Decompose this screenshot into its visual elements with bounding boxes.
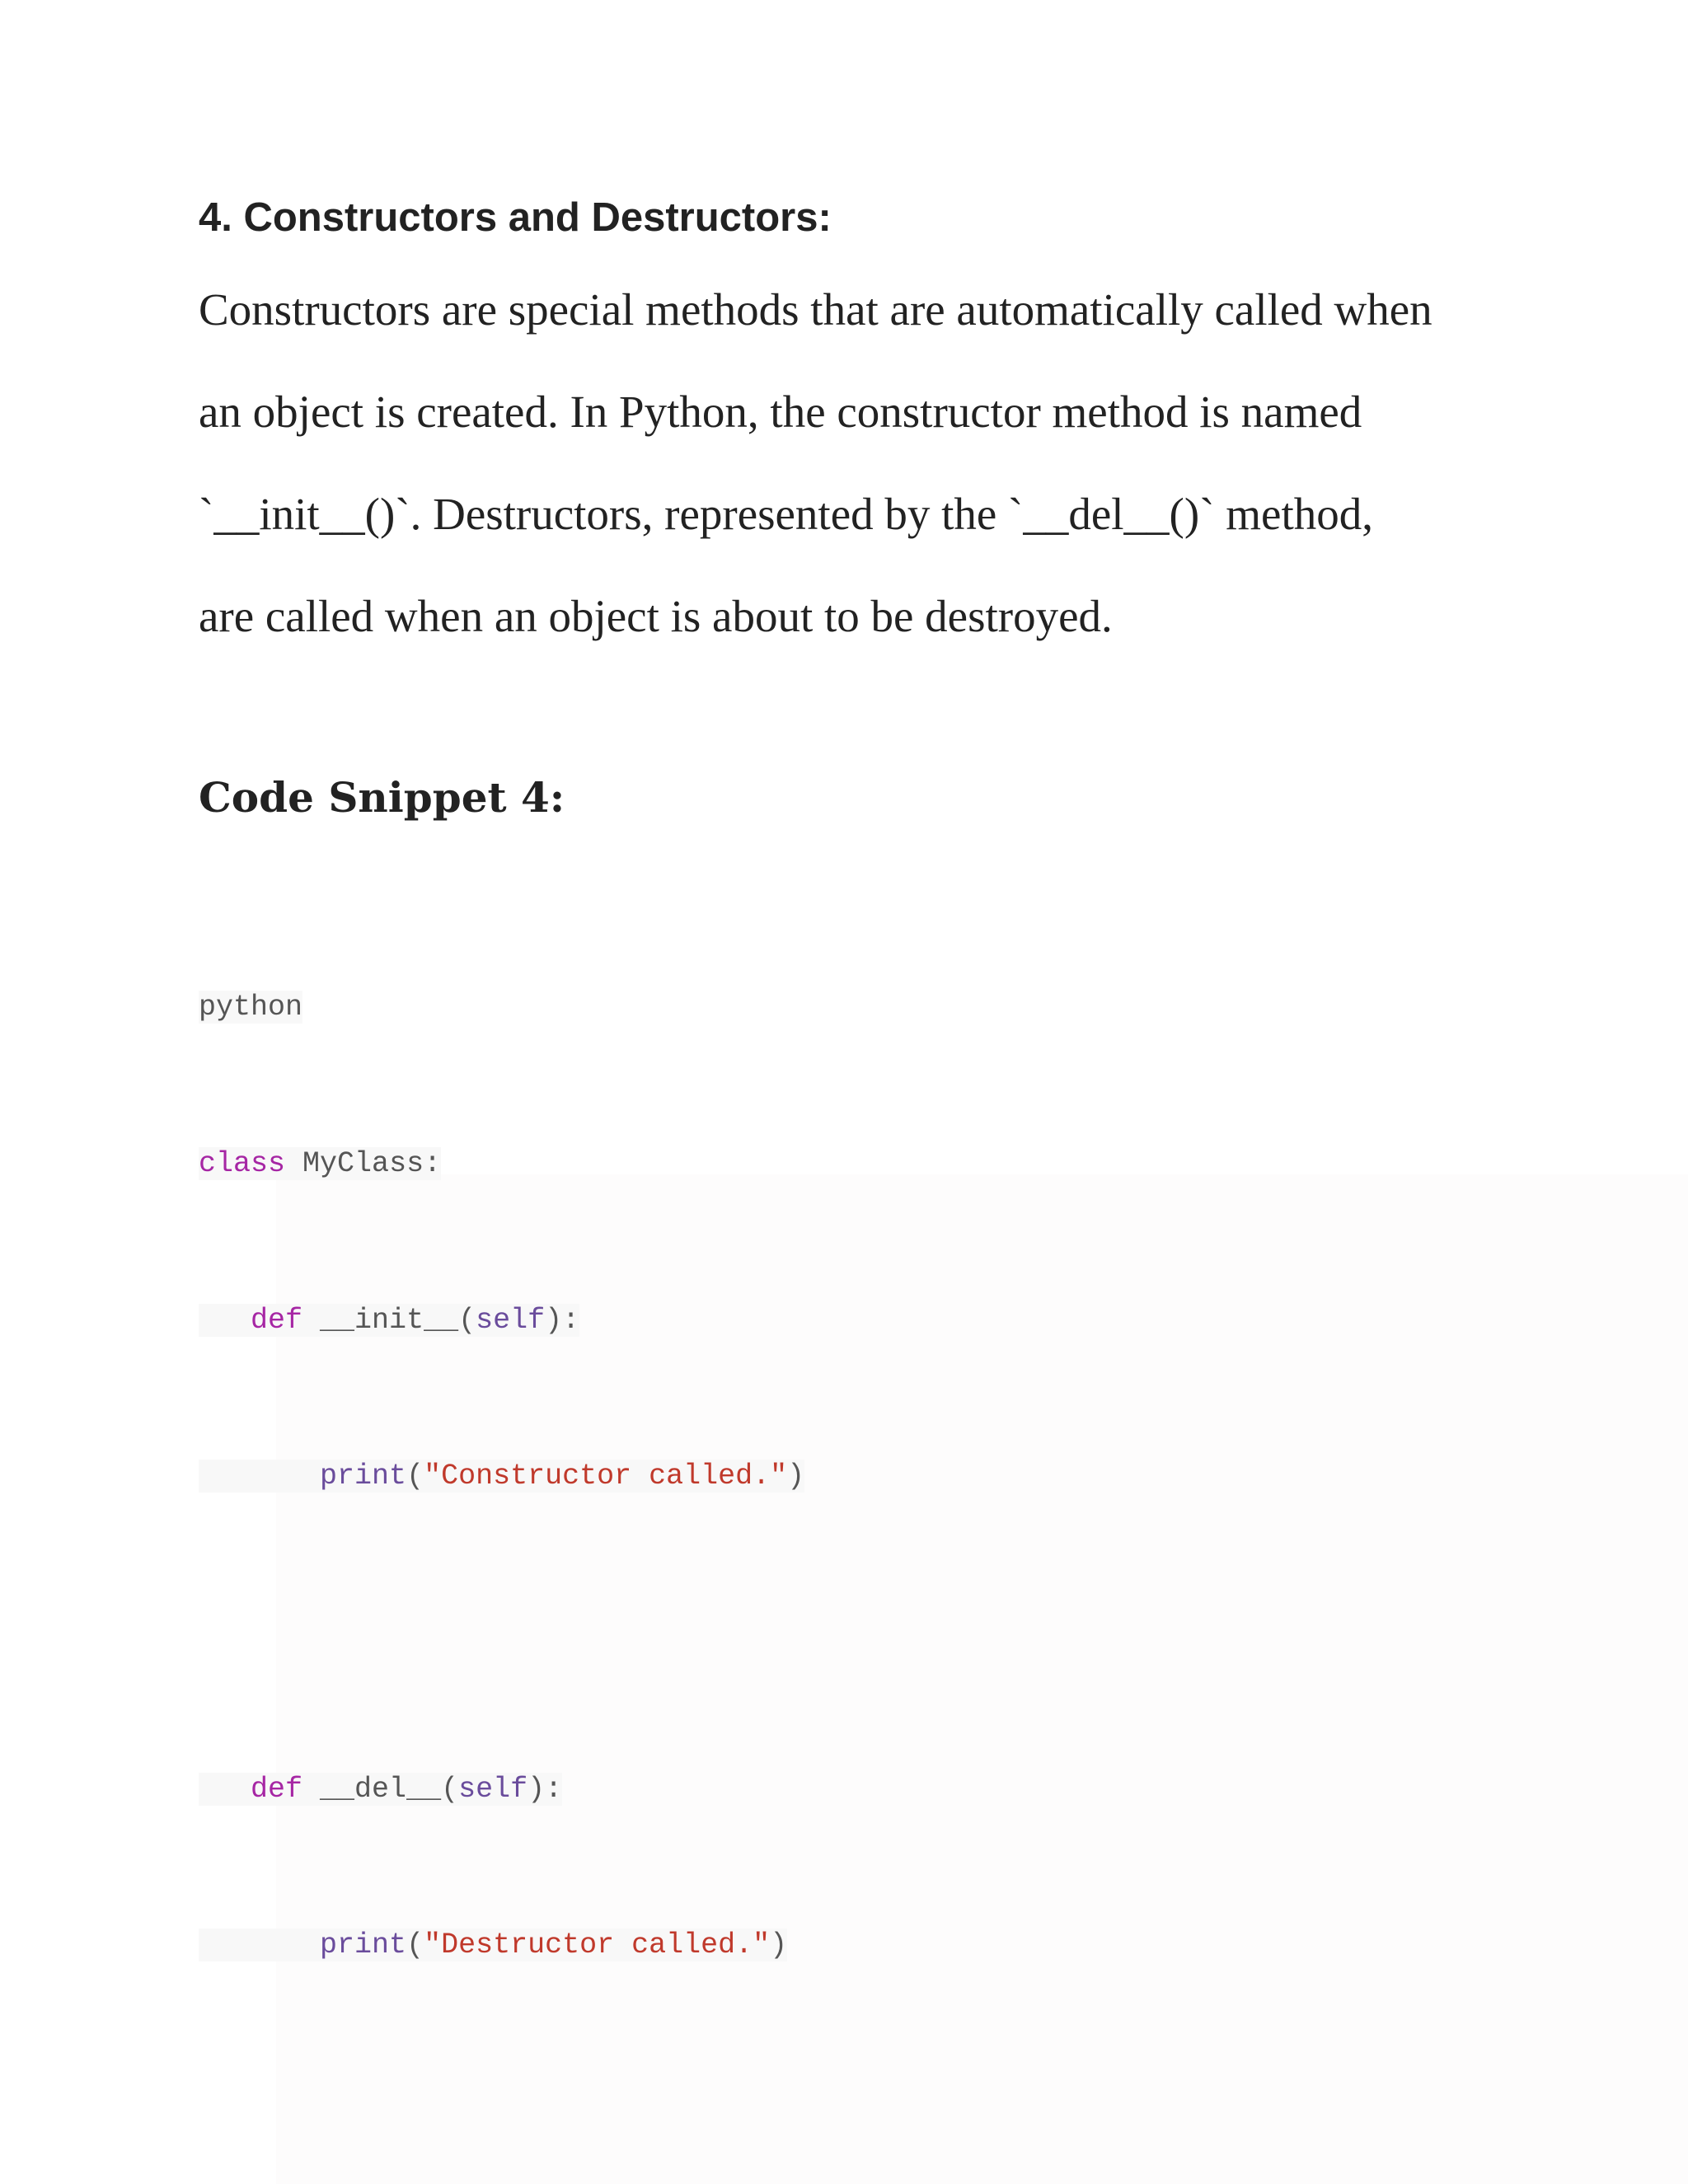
code-token: ):: [545, 1304, 580, 1337]
paragraph-line-3: `__init__()`. Destructors, represented by the `__del__()` method,: [199, 489, 1373, 539]
code-language-label: python: [199, 991, 303, 1024]
code-line-5: [199, 1929, 787, 1961]
code-token: self: [476, 1304, 546, 1337]
code-token: (: [441, 1773, 459, 1806]
paragraph-line-1: Constructors are special methods that are automatically called when: [199, 284, 1432, 335]
code-token: def: [251, 1304, 303, 1337]
code-token: ):: [528, 1773, 563, 1806]
code-token: print: [320, 1929, 407, 1961]
code-token: [302, 1304, 320, 1337]
code-indent: [199, 1929, 320, 1961]
code-token: (: [406, 1929, 424, 1961]
code-token: ): [770, 1929, 788, 1961]
code-token: "Destructor called.": [424, 1929, 771, 1961]
code-token: [285, 1147, 302, 1180]
code-indent: [199, 1773, 251, 1806]
code-snippet-heading: Code Snippet 4:: [199, 773, 565, 822]
code-line-1: [199, 1147, 441, 1180]
code-line-2: [199, 1304, 579, 1337]
code-token: __del__: [320, 1773, 442, 1806]
code-line-4: [199, 1773, 562, 1806]
code-token: (: [406, 1460, 424, 1493]
section-heading: 4. Constructors and Destructors:: [199, 195, 832, 240]
code-token: :: [424, 1147, 442, 1180]
code-token: ): [787, 1460, 805, 1493]
code-token: (: [458, 1304, 476, 1337]
code-token: MyClass: [302, 1147, 424, 1180]
code-indent: [199, 1304, 251, 1337]
code-token: "Constructor called.": [424, 1460, 788, 1493]
paragraph-line-4: are called when an object is about to be destroyed.: [199, 591, 1113, 641]
code-token: class: [199, 1147, 286, 1180]
code-line-3: [199, 1460, 804, 1493]
code-token: [302, 1773, 320, 1806]
code-token: self: [458, 1773, 528, 1806]
paragraph-line-2: an object is created. In Python, the constructor method is named: [199, 387, 1362, 437]
code-token: print: [320, 1460, 407, 1493]
code-token: __init__: [320, 1304, 459, 1337]
code-indent: [199, 1460, 320, 1493]
code-token: def: [251, 1773, 303, 1806]
